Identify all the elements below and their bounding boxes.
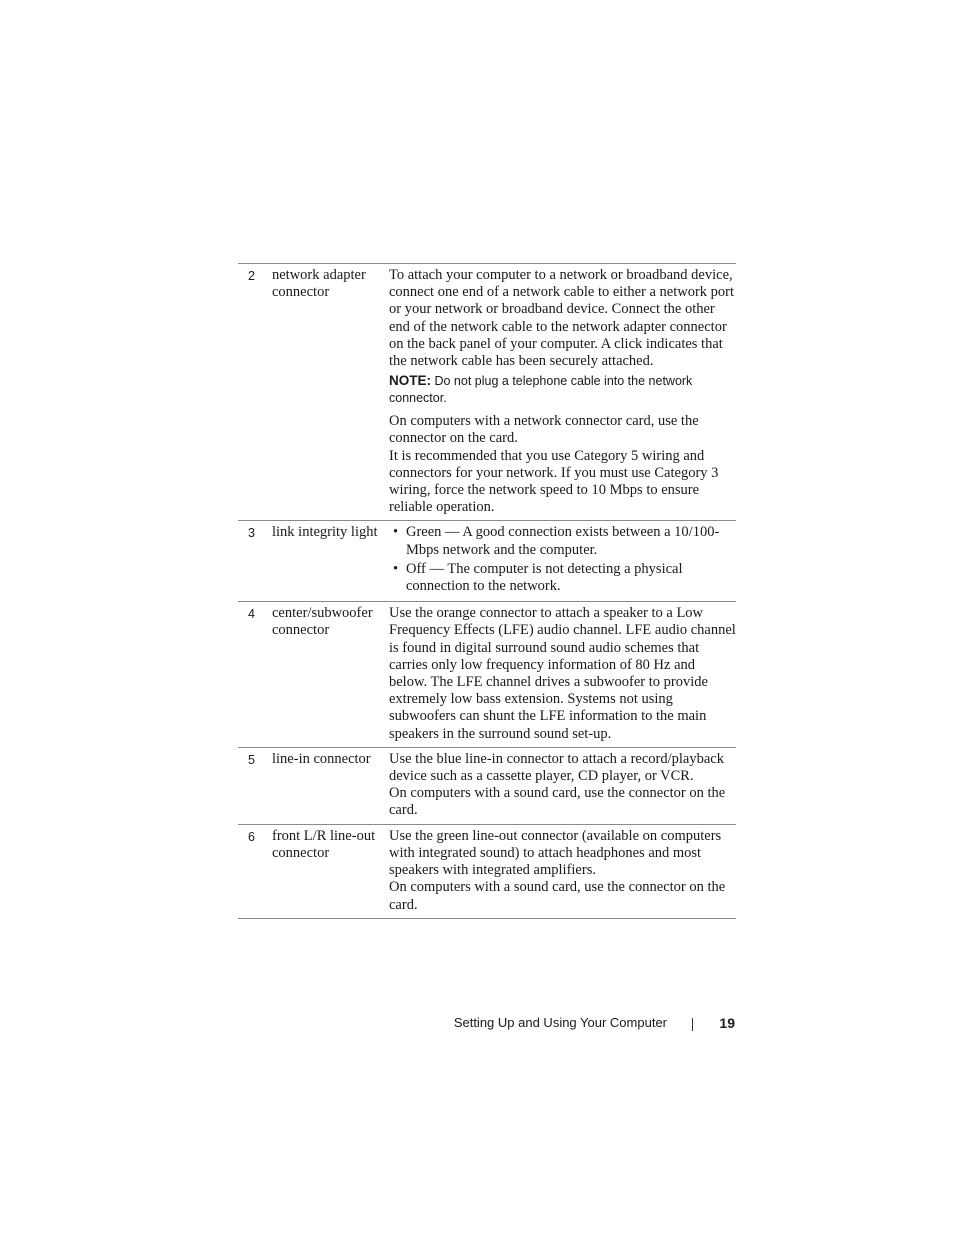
list-item-text: Green — A good connection exists between a 10/100-Mbps network and the computer. — [406, 524, 720, 558]
table-row — [238, 748, 736, 825]
connector-name: front L/R line-out connector — [272, 827, 376, 861]
note-label: NOTE: — [389, 373, 431, 389]
bullet-icon: • — [393, 524, 399, 541]
table-row — [238, 602, 736, 748]
list-item — [389, 561, 736, 595]
description-paragraph: On computers with a network connector card, use the connector on the card. — [389, 413, 699, 447]
connector-description — [389, 524, 736, 597]
connector-description — [389, 267, 736, 516]
connector-name: link integrity light — [272, 524, 378, 541]
table-row — [238, 521, 736, 602]
table-row — [238, 825, 736, 919]
row-number: 4 — [248, 607, 255, 622]
connector-name: network adapter connector — [272, 267, 366, 301]
list-item-text: Off — The computer is not detecting a physical connection to the network. — [406, 560, 683, 595]
connector-description — [389, 828, 736, 914]
page-footer — [0, 1015, 954, 1035]
table-row — [238, 264, 736, 521]
description-paragraph: It is recommended that you use Category 5 wiring and connectors for your network. If you must use Category 3 wiring, force the network speed to 10 Mbps to ensure reliable operation. — [389, 447, 719, 516]
note-text: Do not plug a telephone cable into the network connector. — [389, 374, 693, 406]
status-list — [389, 524, 736, 595]
description-paragraph: On computers with a sound card, use the connector on the card. — [389, 879, 726, 913]
row-number: 3 — [248, 526, 255, 541]
footer-section-title: Setting Up and Using Your Computer — [453, 1015, 667, 1030]
connector-description — [389, 751, 736, 820]
description-paragraph: On computers with a sound card, use the connector on the card. — [389, 785, 726, 819]
footer-divider — [692, 1018, 693, 1031]
connector-description — [389, 605, 736, 743]
description-paragraph: Use the blue line-in connector to attach a record/playback device such as a cassette player, CD player, or VCR. — [389, 750, 724, 785]
note — [389, 372, 736, 407]
description-paragraph: Use the orange connector to attach a speaker to a Low Frequency Effects (LFE) audio channel. LFE audio channel is found in digital surround sound audio schemes that carries only low frequency information of 80 Hz and below. The LFE channel drives a subwoofer to provide extremely low bass extension. Systems not using subwoofers can shunt the LFE information to the main speakers in the surround sound set-up. — [389, 605, 736, 742]
row-number: 5 — [248, 752, 255, 767]
connector-name: line-in connector — [272, 750, 371, 767]
row-number: 2 — [248, 269, 255, 283]
description-paragraph: Use the green line-out connector (available on computers with integrated sound) to attach headphones and most speakers with integrated amplifiers. — [389, 827, 722, 879]
row-number: 6 — [248, 829, 255, 844]
connector-name: center/subwoofer connector — [272, 605, 373, 639]
description-paragraph: To attach your computer to a network or broadband device, connect one end of a network cable to either a network port or your network or broadband device. Connect the other end of the network cable to the network adapter connector on the back panel of your computer. A click indicates that the network cable has been securely attached. — [389, 267, 735, 370]
bullet-icon: • — [393, 560, 399, 577]
connector-table — [238, 263, 736, 919]
page-number: 19 — [719, 1015, 735, 1031]
list-item — [389, 524, 736, 558]
